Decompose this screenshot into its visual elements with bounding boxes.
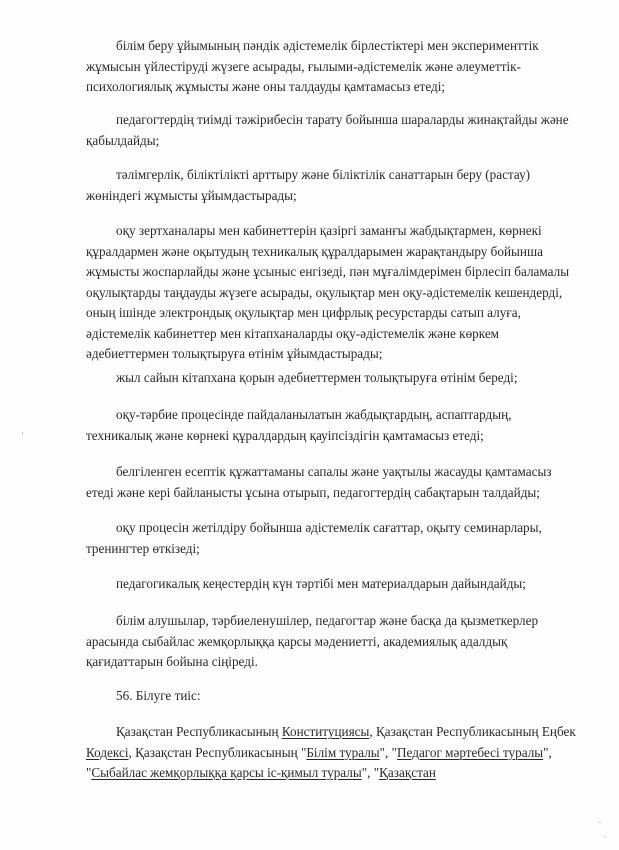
paragraph-equipment-textbooks: оқу зертханалары мен кабинеттерін қазіргі заманғы жабдықтармен, көрнекі құралдармен және оқытудың техникалық құралдарымен жарақтандыру бойынша жұмысты жоспарлайды және ұсыныс енгізеді, пән мұғалімдерімен бірлесіп баламалы оқулықтарды таңдауды жүзеге асырады, оқулықтар мен оқу-әдістемелік кешендерді, оның ішінде электрондық оқулықтар мен цифрлық ресурстарды сатып алуға, әдістемелік кабинеттер мен кітапханаларды оқу-әдістемелік және көркем әдебиеттермен толықтыруға өтінім ұйымдастырады; — [86, 223, 570, 361]
legislation-text: Қазақстан Республикасының — [116, 724, 282, 739]
paragraph-equipment-safety: оқу-тәрбие процесінде пайдаланылатын жабдықтардың, аспаптардың, техникалық және көрнекі құралдардың қауіпсіздігін қамтамасыз етеді; — [86, 407, 512, 443]
paragraph-reporting-documentation: белгіленген есептік құжаттаманы сапалы және уақтылы жасауды қамтамасыз етеді және кері байланысты ұсына отырып, педагогтердің сабақтарын талдайды; — [86, 464, 552, 500]
paragraph-pedagogical-councils: педагогикалық кеңестердің күн тәртібі мен материалдарын дайындайды; — [116, 576, 526, 591]
paragraph-best-practice: педагогтердің тиімді тәжірибесін тарату бойынша шараларды жинақтайды және қабылдайды; — [86, 112, 569, 148]
paragraph-library-fund: жыл сайын кітапхана қорын әдебиеттермен толықтыруға өтінім береді; — [116, 370, 518, 385]
legislation-text: , Қазақстан Республикасының Еңбек — [369, 724, 576, 739]
legislation-text: , Қазақстан Республикасының " — [128, 744, 307, 760]
legislation-text: ", " — [379, 744, 398, 760]
link-teacher-status-law[interactable]: Педагог мәртебесі туралы — [397, 744, 544, 760]
scan-speck — [604, 836, 606, 837]
paragraph-mentoring: тәлімгерлік, біліктілікті арттыру және біліктілік санаттарын беру (растау) жөніндегі жұмысты ұйымдастырады; — [86, 167, 531, 203]
section-heading-must-know: 56. Білуге тиіс: — [116, 688, 201, 703]
link-labor-code[interactable]: Кодексі — [86, 744, 129, 760]
link-kazakhstan[interactable]: Қазақстан — [379, 765, 436, 780]
scan-speck — [22, 432, 23, 435]
paragraph-anti-corruption-culture: білім алушылар, тәрбиеленушілер, педагогтар және басқа да қызметкерлер арасында сыбайлас жемқорлыққа қарсы мәдениетті, академиялық адалдық қағидаттарын бойына сіңіреді. — [86, 613, 539, 669]
link-constitution[interactable]: Конституциясы — [281, 724, 370, 739]
link-education-law[interactable]: Білім туралы — [306, 744, 380, 760]
scan-speck — [598, 822, 601, 823]
paragraph-seminars: оқу процесін жетілдіру бойынша әдістемелік сағаттар, оқыту семинарлары, тренингтер өткізеді; — [86, 520, 542, 556]
paragraph-legislation-list — [86, 722, 578, 784]
legislation-text: ", " — [361, 765, 380, 780]
paragraph-methodical-associations: білім беру ұйымының пәндік әдістемелік бірлестіктері мен эксперименттік жұмысын үйлестіруді жүзеге асырады, ғылыми-әдістемелік және әлеуметтік-психологиялық жұмысты және оны талдауды қамтамасыз етеді; — [86, 38, 539, 94]
legislation-text: ", " — [86, 744, 552, 780]
link-anti-corruption-law[interactable]: Сыбайлас жемқорлыққа қарсы іс-қимыл туралы — [91, 765, 362, 780]
